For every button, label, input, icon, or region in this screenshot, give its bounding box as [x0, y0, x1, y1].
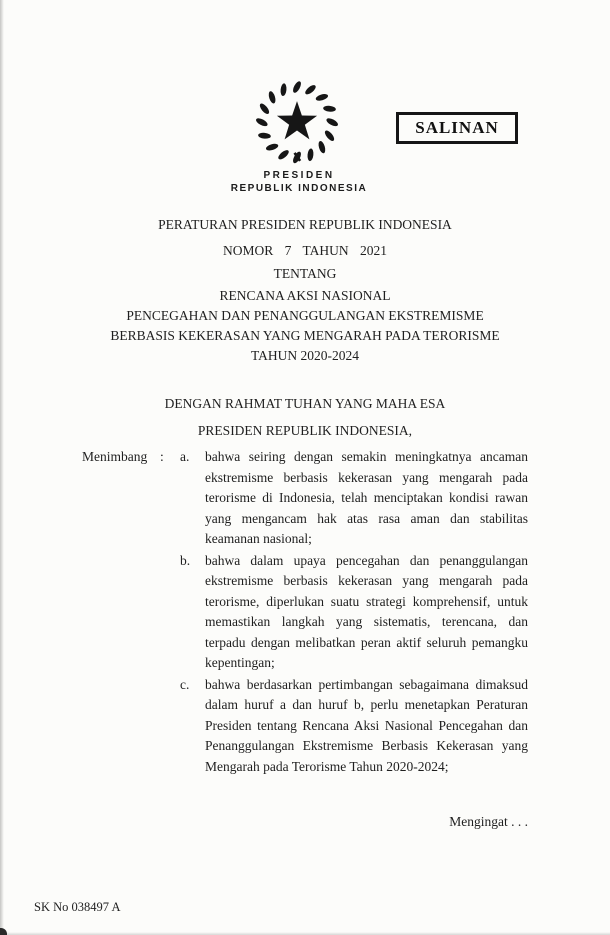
item-text: bahwa dalam upaya pencegahan dan penanggulangan ekstremisme berbasis kekerasan yang mengarah pada terorisme, diperlukan suatu strategi komprehensif, untuk memastikan langkah yang sistematis, terencana, dan terpadu dengan melibatkan peran aktif seluruh pemangku kepentingan;: [205, 552, 528, 670]
subject-line-1: RENCANA AKSI NASIONAL: [219, 288, 391, 303]
letterhead-presiden: PRESIDEN: [263, 170, 335, 181]
preamble-authority: PRESIDEN REPUBLIK INDONESIA,: [197, 423, 413, 438]
menimbang-colon: :: [160, 449, 164, 464]
menimbang-items: [180, 447, 528, 778]
subject-line-2: PENCEGAHAN DAN PENANGGULANGAN EKSTREMISME: [126, 308, 484, 323]
preamble-invocation: DENGAN RAHMAT TUHAN YANG MAHA ESA: [164, 396, 446, 411]
menimbang-section: [82, 447, 528, 778]
subject-line-4: TAHUN 2020-2024: [250, 348, 360, 363]
letterhead-republik-indonesia: REPUBLIK INDONESIA: [230, 183, 368, 194]
preamble-block: [82, 394, 528, 441]
regulation-number-line: NOMOR 7 TAHUN 2021: [222, 243, 388, 258]
scan-artifact: [0, 928, 7, 935]
regulation-title-line: PERATURAN PRESIDEN REPUBLIK INDONESIA: [158, 217, 452, 232]
menimbang-item-b: [180, 551, 528, 674]
menimbang-label: Menimbang: [82, 449, 148, 464]
continuation-marker: Mengingat . . .: [449, 814, 528, 829]
salinan-stamp-label: SALINAN: [415, 118, 499, 137]
item-text: bahwa seiring dengan semakin meningkatnya ancaman ekstremisme berbasis kekerasan yang mengarah pada terorisme di Indonesia, telah menciptakan kondisi rawan yang mengancam hak atas rasa aman dan stabilitas keamanan nasional;: [205, 449, 528, 546]
document-code: SK No 038497 A: [34, 900, 121, 914]
tentang-line: TENTANG: [273, 266, 337, 281]
regulation-title-block: [82, 215, 528, 366]
item-letter: a.: [180, 449, 190, 464]
item-letter: c.: [180, 676, 190, 692]
subject-line-3: BERBASIS KEKERASAN YANG MENGARAH PADA TERORISME: [110, 328, 500, 343]
item-text: bahwa berdasarkan pertimbangan sebagaimana dimaksud dalam huruf a dan huruf b, perlu menetapkan Peraturan Presiden tentang Rencana Aksi Nasional Pencegahan dan Penanggulangan Ekstremisme Berbasis Kekerasan yang Mengarah pada Terorisme Tahun 2020-2024;: [205, 676, 528, 774]
menimbang-item-a: [180, 447, 528, 550]
item-letter: b.: [180, 552, 191, 568]
menimbang-item-c: [180, 675, 528, 778]
